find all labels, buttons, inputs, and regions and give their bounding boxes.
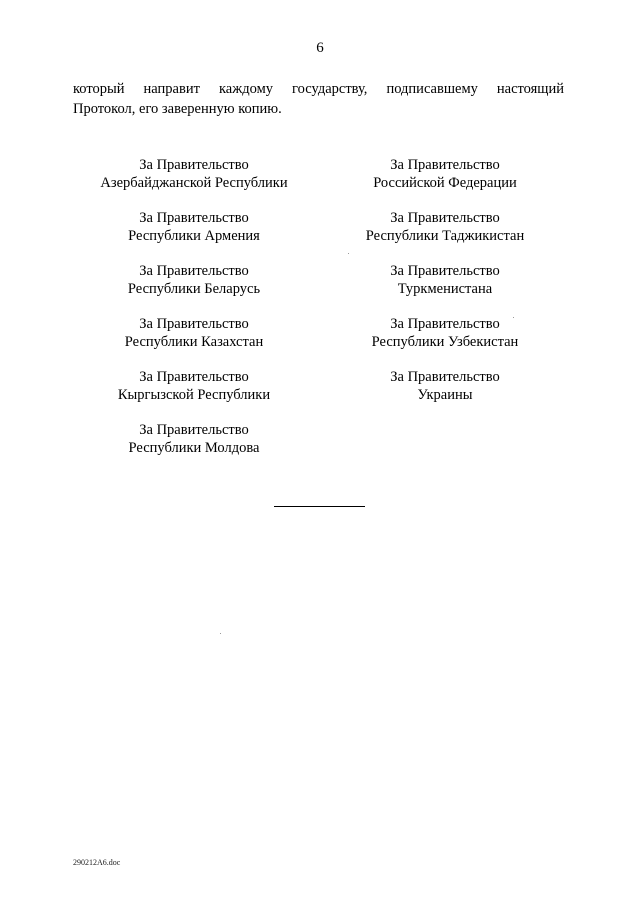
- signatory-block-moldova: [83, 421, 305, 474]
- signatory-country: Российской Федерации: [373, 175, 517, 191]
- signatory-heading: За Правительство: [390, 157, 500, 173]
- intro-line-2: Протокол, его заверенную копию.: [73, 101, 282, 117]
- signatory-heading: За Правительство: [139, 263, 249, 279]
- signatory-country: Республики Таджикистан: [365, 228, 525, 244]
- signatory-block-ukraine: [333, 368, 557, 421]
- signatories-left-column: [83, 156, 305, 474]
- page-number: 6: [316, 40, 324, 56]
- signatory-country: Кыргызской Республики: [117, 387, 271, 403]
- end-divider-line: [274, 506, 365, 507]
- signatory-block-russia: [333, 156, 557, 209]
- intro-paragraph: [73, 79, 564, 119]
- footer-filename: 290212A6.doc: [73, 858, 121, 867]
- signatory-block-tajikistan: [333, 209, 557, 262]
- scan-speck: [220, 633, 221, 634]
- signatory-country: Республики Молдова: [128, 440, 260, 456]
- signatory-block-kazakhstan: [83, 315, 305, 368]
- signatory-country: Республики Беларусь: [127, 281, 261, 297]
- signatory-block-turkmenistan: [333, 262, 557, 315]
- signatory-country: Украины: [417, 387, 473, 403]
- signatory-heading: За Правительство: [139, 422, 249, 438]
- scan-speck: [348, 253, 349, 254]
- signatory-block-belarus: [83, 262, 305, 315]
- signatories-right-column: [333, 156, 557, 421]
- signatory-block-uzbekistan: [333, 315, 557, 368]
- scan-speck: [513, 317, 514, 318]
- signatory-block-kyrgyzstan: [83, 368, 305, 421]
- signatory-block-armenia: [83, 209, 305, 262]
- signatory-country: Республики Казахстан: [124, 334, 264, 350]
- signatory-heading: За Правительство: [139, 316, 249, 332]
- signatory-heading: За Правительство: [139, 369, 249, 385]
- signatory-heading: За Правительство: [390, 210, 500, 226]
- signatory-country: Азербайджанской Республики: [100, 175, 288, 191]
- signatory-heading: За Правительство: [139, 210, 249, 226]
- signatory-country: Республики Армения: [128, 228, 260, 244]
- signatory-country: Туркменистана: [397, 281, 493, 297]
- signatory-country: Республики Узбекистан: [371, 334, 519, 350]
- intro-line-1: который направит каждому государству, подписавшему настоящий: [73, 81, 564, 97]
- signatory-heading: За Правительство: [390, 369, 500, 385]
- signatory-heading: За Правительство: [390, 263, 500, 279]
- signatory-heading: За Правительство: [390, 316, 500, 332]
- signatory-block-azerbaijan: [83, 156, 305, 209]
- signatory-heading: За Правительство: [139, 157, 249, 173]
